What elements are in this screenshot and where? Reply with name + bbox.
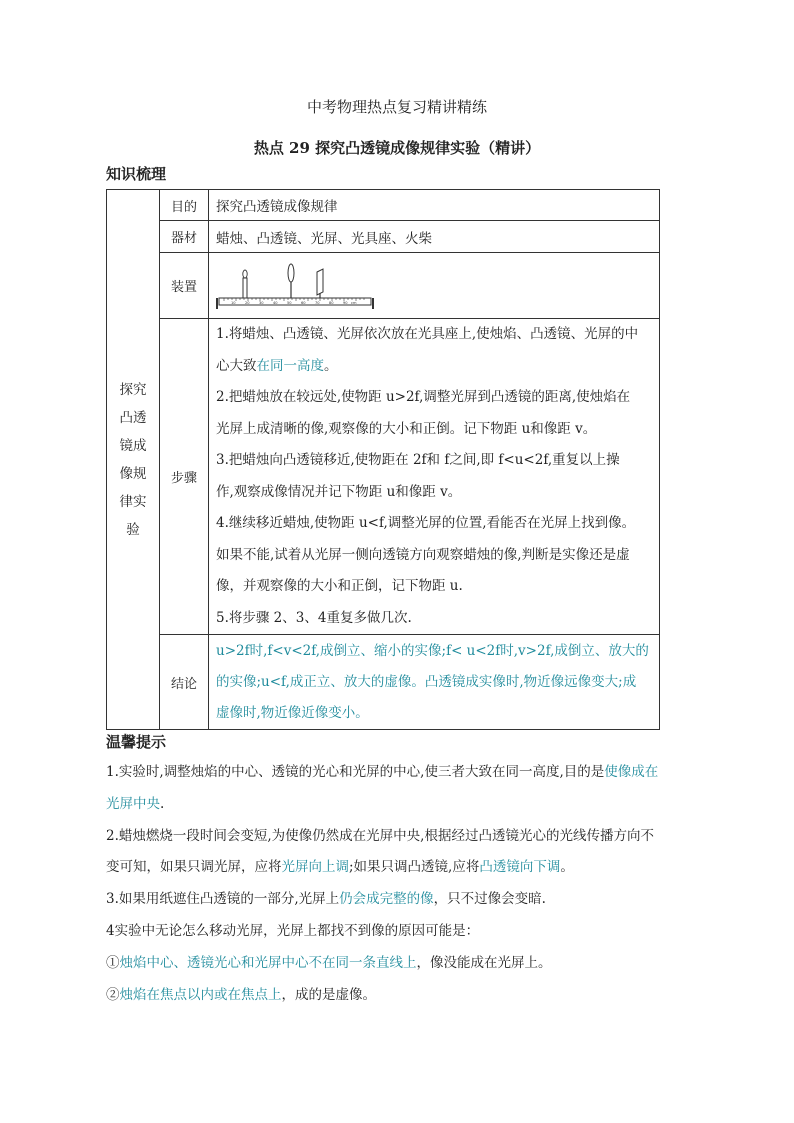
experiment-name-line: 镜成 — [119, 437, 147, 454]
conclusion-line: 虚像时,物近像近像变小。 — [216, 704, 369, 721]
step-line: 心大致在同一高度。 — [216, 357, 338, 374]
experiment-name-line: 验 — [126, 521, 140, 538]
conclusion-line: u>2f时,f<v<2f,成倒立、缩小的实像;f< u<2f时,v>2f,成倒立、放大的 — [216, 642, 649, 659]
ruler-tick-label: 60 — [301, 300, 306, 305]
step-line: 光屏上成清晰的像,观察像的大小和正倒。记下物距 u和像距 v。 — [216, 420, 597, 437]
ruler-tick-label: 20 — [245, 300, 250, 305]
experiment-name-cell — [107, 190, 160, 730]
flame-icon — [243, 270, 247, 278]
step-line: 5.将步骤 2、3、4重复多做几次. — [216, 609, 412, 626]
setup-label: 装置 — [160, 253, 209, 319]
ruler-tick-label: 70 — [315, 300, 320, 305]
tip-line: 光屏中央. — [106, 795, 165, 812]
optical-bench-figure — [216, 256, 376, 312]
tips-list — [106, 757, 686, 1011]
tip-line: 1.实验时,调整烛焰的中心、透镜的光心和光屏的中心,使三者大致在同一高度,目的是使像成在 — [106, 764, 659, 780]
experiment-name-line: 律实 — [119, 493, 147, 510]
doc-title: 中考物理热点复习精讲精练 — [306, 98, 487, 116]
doc-subtitle: 热点 29 探究凸透镜成像规律实验（精讲） — [253, 139, 541, 157]
steps-value — [209, 319, 660, 635]
ruler-tick-label: 30 — [259, 300, 264, 305]
equipment-value: 蜡烛、凸透镜、光屏、光具座、火柴 — [209, 221, 660, 253]
section-heading-tips: 温馨提示 — [106, 733, 167, 751]
step-line: 作,观察成像情况并记下物距 u和像距 v。 — [216, 483, 462, 500]
section-heading-knowledge: 知识梳理 — [106, 165, 167, 183]
step-line: 像，并观察像的大小和正倒，记下物距 u. — [216, 578, 463, 594]
step-line: 4.继续移近蜡烛,使物距 u<f,调整光屏的位置,看能否在光屏上找到像。 — [216, 515, 636, 531]
ruler-tick-label: 80 — [329, 300, 334, 305]
ruler-tick-label: 90 — [343, 300, 348, 305]
experiment-name-line: 探究 — [119, 381, 147, 398]
ruler-tick-label: 50 — [287, 300, 292, 305]
tip-line: ②烛焰在焦点以内或在焦点上，成的是虚像。 — [106, 986, 376, 1003]
tip-line: 变可知，如果只调光屏，应将光屏向上调;如果只调凸透镜,应将凸透镜向下调。 — [106, 859, 574, 876]
ruler-tick-label: cm — [351, 300, 357, 305]
step-line: 2.把蜡烛放在较远处,使物距 u>2f,调整光屏到凸透镜的距离,使烛焰在 — [216, 389, 631, 405]
step-line: 3.把蜡烛向凸透镜移近,使物距在 2f和 f之间,即 f<u<2f,重复以上操 — [216, 452, 620, 468]
tip-line: ①烛焰中心、透镜光心和光屏中心不在同一条直线上，像没能成在光屏上。 — [106, 954, 552, 971]
experiment-name-line: 凸透 — [119, 409, 147, 426]
step-line: 如果不能,试着从光屏一侧向透镜方向观察蜡烛的像,判断是实像还是虚 — [216, 546, 630, 563]
experiment-table — [106, 189, 660, 730]
lens-icon — [288, 264, 294, 282]
experiment-name-line: 像规 — [119, 465, 147, 482]
step-line: 1.将蜡烛、凸透镜、光屏依次放在光具座上,使烛焰、凸透镜、光屏的中 — [216, 326, 639, 342]
candle-icon — [243, 278, 247, 298]
conclusion-label: 结论 — [160, 635, 209, 730]
screen-icon — [317, 269, 323, 295]
equipment-label: 器材 — [160, 221, 209, 253]
conclusion-line: 的实像;u<f,成正立、放大的虚像。凸透镜成实像时,物近像远像变大;成 — [216, 673, 637, 690]
purpose-label: 目的 — [160, 190, 209, 221]
steps-label: 步骤 — [160, 319, 209, 635]
purpose-value: 探究凸透镜成像规律 — [209, 190, 660, 221]
ruler-tick-label: 40 — [273, 300, 278, 305]
tip-line: 2.蜡烛燃烧一段时间会变短,为使像仍然成在光屏中央,根据经过凸透镜光心的光线传播方向不 — [106, 827, 654, 844]
tip-line: 3.如果用纸遮住凸透镜的一部分,光屏上仍会成完整的像，只不过像会变暗. — [106, 891, 546, 908]
setup-figure-cell — [209, 253, 660, 319]
ruler-tick-label: 10 — [231, 300, 236, 305]
tip-line: 4实验中无论怎么移动光屏，光屏上都找不到像的原因可能是： — [106, 922, 480, 939]
conclusion-value — [209, 635, 660, 730]
